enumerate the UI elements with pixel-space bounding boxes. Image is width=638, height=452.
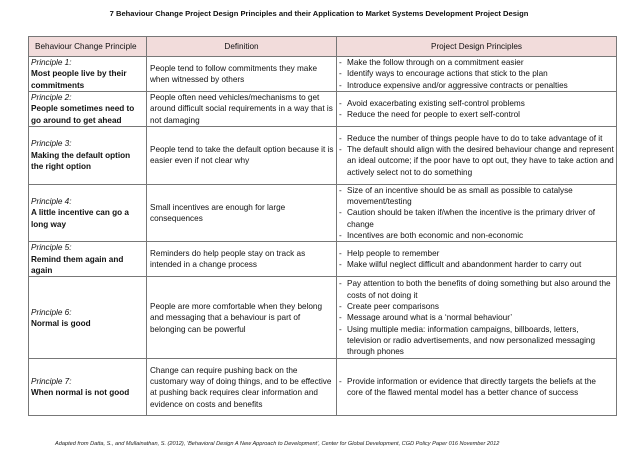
principle-number: Principle 3: — [31, 139, 72, 149]
design-principles-list — [339, 376, 614, 399]
list-item: - Size of an incentive should be as small as possible to catalyse movement/testing — [347, 185, 614, 208]
definition-text: People tend to follow commitments they make when witnessed by others — [150, 63, 318, 84]
definition-text: Change can require pushing back on the customary way of doing things, and to be effective at pushing back requires clear information and evidence on costs and benefits — [150, 365, 332, 409]
table-row — [29, 359, 617, 416]
list-item: - Make wilful neglect difficult and abandonment harder to carry out — [347, 259, 614, 270]
design-principles-list — [339, 185, 614, 241]
table-row — [29, 57, 617, 92]
list-item: - Create peer comparisons — [347, 301, 614, 312]
list-item: - Using multiple media: information campaigns, billboards, letters, television or radio advertisements, and now personalized messaging through phones — [347, 324, 614, 358]
principle-cell — [29, 277, 147, 359]
list-item: - Avoid exacerbating existing self-control problems — [347, 98, 614, 109]
definition-cell — [147, 126, 337, 184]
design-principles-list — [339, 278, 614, 357]
table-row — [29, 242, 617, 277]
design-principles-list — [339, 248, 614, 271]
principle-name: When normal is not good — [31, 388, 130, 398]
principle-cell — [29, 57, 147, 92]
list-item: - Introduce expensive and/or aggressive contracts or penalties — [347, 80, 614, 91]
page-title: 7 Behaviour Change Project Design Principles and their Application to Market Systems Development Project Design — [109, 9, 529, 18]
definition-cell — [147, 92, 337, 127]
design-principles-list — [339, 57, 614, 91]
definition-cell — [147, 277, 337, 359]
table-row — [29, 184, 617, 241]
design-principles-list — [339, 133, 614, 178]
list-item: - Message around what is a ‘normal behaviour’ — [347, 312, 614, 323]
principle-number: Principle 6: — [31, 307, 72, 317]
list-item: - Incentives are both economic and non-economic — [347, 230, 614, 241]
list-item: - The default should align with the desired behaviour change and represent an ideal outcome; if the poor have to opt out, they have to take action and actively select not to do something — [347, 144, 614, 178]
list-item: - Help people to remember — [347, 248, 614, 259]
definition-text: People are more comfortable when they belong and messaging that a behaviour is part of belonging can be powerful — [150, 301, 323, 334]
principle-name: A little incentive can go a long way — [31, 208, 129, 229]
principles-table — [28, 36, 617, 416]
principle-number: Principle 5: — [31, 243, 72, 253]
definition-cell — [147, 184, 337, 241]
definition-text: Small incentives are enough for large consequences — [150, 202, 286, 224]
principle-name: Normal is good — [31, 318, 91, 328]
design-principles-cell — [337, 184, 617, 241]
list-item: - Caution should be taken if/when the incentive is the primary driver of change — [347, 207, 614, 230]
design-principles-cell — [337, 359, 617, 416]
principle-cell — [29, 126, 147, 184]
definition-text: People tend to take the default option because it is easier even if not clear why — [150, 145, 334, 166]
principle-cell — [29, 359, 147, 416]
table-header-row — [29, 37, 617, 57]
principle-number: Principle 1: — [31, 58, 72, 68]
design-principles-cell — [337, 57, 617, 92]
design-principles-cell — [337, 92, 617, 127]
principle-cell — [29, 92, 147, 127]
principle-name: Remind them again and again — [31, 254, 124, 276]
definition-text: Reminders do help people stay on track as intended in a change process — [150, 249, 306, 270]
principle-cell — [29, 184, 147, 241]
list-item: - Identify ways to encourage actions that stick to the plan — [347, 68, 614, 79]
list-item: - Provide information or evidence that directly targets the beliefs at the core of the flawed mental model has a better chance of success — [347, 376, 614, 399]
design-principles-list — [339, 98, 614, 121]
table-row — [29, 126, 617, 184]
definition-text: People often need vehicles/mechanisms to get around difficult social requirements in a way that is not damaging — [150, 93, 333, 125]
list-item: - Make the follow through on a commitment easier — [347, 57, 614, 68]
definition-cell — [147, 242, 337, 277]
column-header-definition: Definition — [147, 37, 337, 57]
principle-number: Principle 7: — [31, 377, 72, 387]
list-item: - Reduce the need for people to exert self-control — [347, 109, 614, 120]
source-citation: Adapted from Datta, S., and Mullainathan, S. (2012), ‘Behavioral Design A New Approach to Development’, Center for Global Development, CGD Policy Paper 016 November 2012 — [55, 441, 500, 447]
principle-name: People sometimes need to go around to get ahead — [31, 104, 135, 125]
design-principles-cell — [337, 126, 617, 184]
principle-cell — [29, 242, 147, 277]
column-header-principle: Behaviour Change Principle — [29, 37, 147, 57]
column-header-design-principles: Project Design Principles — [337, 37, 617, 57]
table-row — [29, 277, 617, 359]
list-item: - Reduce the number of things people have to do to take advantage of it — [347, 133, 614, 144]
principle-name: Making the default option the right option — [31, 150, 131, 172]
definition-cell — [147, 359, 337, 416]
principle-number: Principle 2: — [31, 93, 72, 102]
principle-number: Principle 4: — [31, 197, 72, 207]
table-row — [29, 92, 617, 127]
definition-cell — [147, 57, 337, 92]
principle-name: Most people live by their commitments — [31, 69, 127, 90]
list-item: - Pay attention to both the benefits of doing something but also around the costs of not doing it — [347, 278, 614, 301]
design-principles-cell — [337, 277, 617, 359]
design-principles-cell — [337, 242, 617, 277]
